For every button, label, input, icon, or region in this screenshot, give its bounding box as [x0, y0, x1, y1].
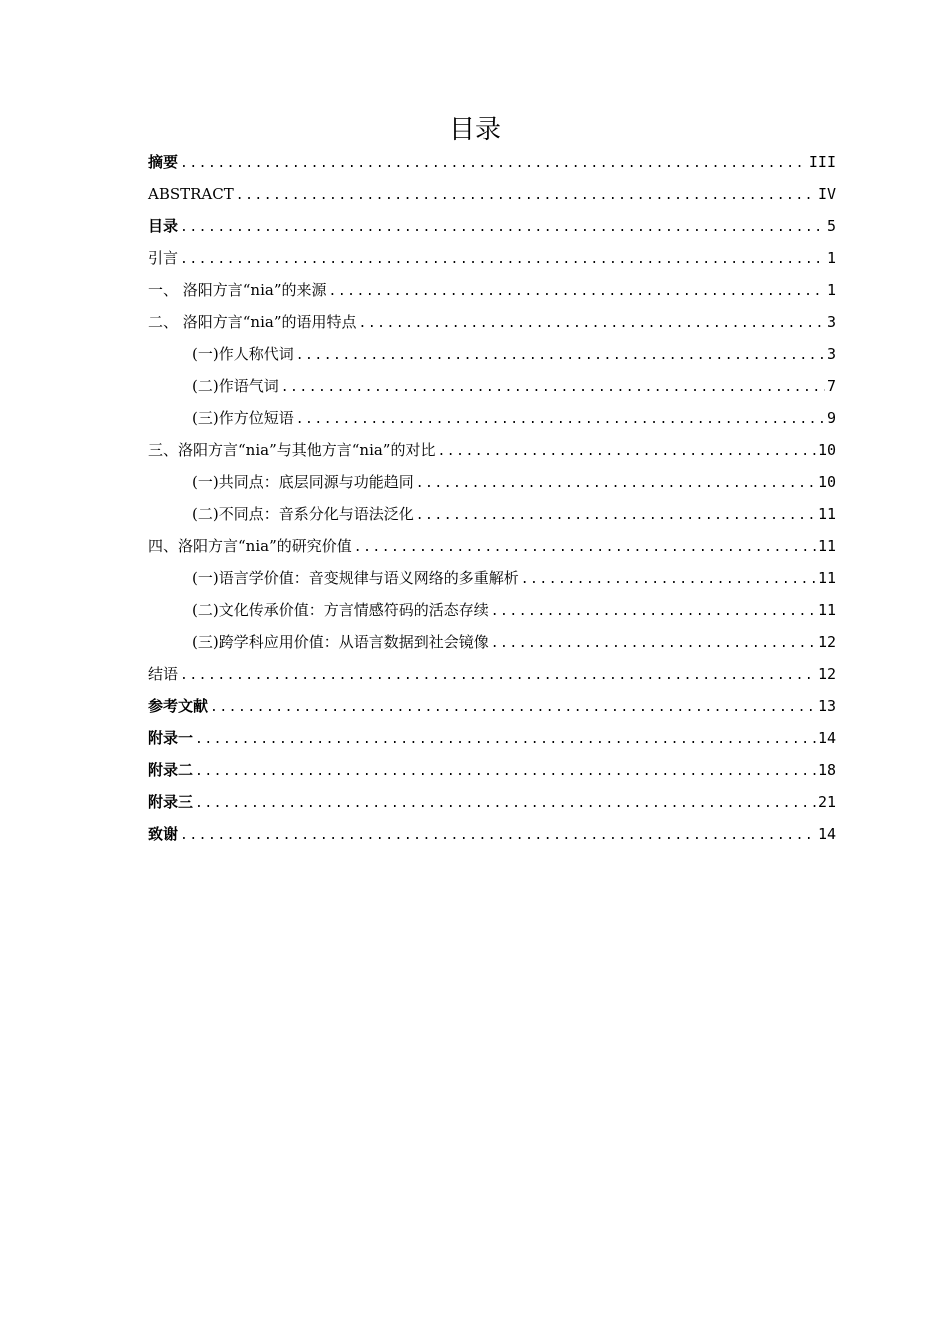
- toc-entry[interactable]: [148, 402, 836, 434]
- toc-leader-dots: [296, 404, 825, 436]
- toc-entry-page-number: 21: [817, 793, 836, 811]
- toc-entry-page-number: 10: [817, 441, 836, 459]
- toc-entry-label: (三)作方位短语: [192, 409, 294, 427]
- toc-entry-page-number: 11: [817, 505, 836, 523]
- toc-entry-label: 一、 洛阳方言“nia”的来源: [148, 281, 327, 299]
- toc-entry[interactable]: [148, 594, 836, 626]
- toc-entry-label: 附录三: [148, 793, 194, 811]
- toc-entry-page-number: 12: [817, 633, 836, 651]
- toc-leader-dots: [329, 276, 825, 308]
- toc-leader-dots: [236, 180, 816, 212]
- toc-entry-label: 致谢: [148, 825, 179, 843]
- toc-entry-page-number: 3: [826, 313, 836, 331]
- toc-leader-dots: [416, 468, 816, 500]
- toc-entry-page-number: 11: [817, 601, 836, 619]
- toc-entry-label: 二、 洛阳方言“nia”的语用特点: [148, 313, 357, 331]
- toc-entry-page-number: 18: [817, 761, 836, 779]
- toc-entry-page-number: 14: [817, 729, 836, 747]
- toc-entry[interactable]: [148, 722, 836, 754]
- toc-entry-page-number: III: [808, 153, 836, 171]
- toc-leader-dots: [195, 756, 816, 788]
- toc-leader-dots: [195, 724, 816, 756]
- toc-entry-page-number: 13: [817, 697, 836, 715]
- toc-leader-dots: [416, 500, 816, 532]
- toc-leader-dots: [296, 340, 825, 372]
- toc-entry-page-number: 14: [817, 825, 836, 843]
- toc-entry[interactable]: [148, 818, 836, 850]
- toc-entry[interactable]: [148, 530, 836, 562]
- toc-entry-label: (一)共同点：底层同源与功能趋同: [192, 473, 414, 491]
- toc-leader-dots: [195, 788, 816, 820]
- toc-entry[interactable]: [148, 242, 836, 274]
- toc-entry-label: 摘要: [148, 153, 179, 171]
- page-title: 目录: [448, 115, 501, 145]
- toc-entry-label: (二)不同点：音系分化与语法泛化: [192, 505, 414, 523]
- toc-entry-label: (二)文化传承价值：方言情感符码的活态存续: [192, 601, 489, 619]
- toc-leader-dots: [354, 532, 816, 564]
- toc-leader-dots: [180, 244, 825, 276]
- toc-leader-dots: [437, 436, 815, 468]
- toc-leader-dots: [180, 212, 825, 244]
- toc-entry[interactable]: [148, 306, 836, 338]
- toc-leader-dots: [281, 372, 825, 404]
- toc-leader-dots: [491, 628, 816, 660]
- toc-leader-dots: [521, 564, 816, 596]
- toc-entry[interactable]: [148, 210, 836, 242]
- toc-leader-dots: [491, 596, 816, 628]
- toc-entry[interactable]: [148, 754, 836, 786]
- toc-leader-dots: [180, 820, 816, 852]
- toc-entry-page-number: 10: [817, 473, 836, 491]
- toc-entry-page-number: 3: [826, 345, 836, 363]
- toc-entry-page-number: 11: [817, 537, 836, 555]
- toc-entry-page-number: 12: [817, 665, 836, 683]
- toc-entry-page-number: 9: [826, 409, 836, 427]
- toc-entry[interactable]: [148, 466, 836, 498]
- toc-entry[interactable]: [148, 146, 836, 178]
- toc-entry[interactable]: [148, 338, 836, 370]
- toc-leader-dots: [210, 692, 816, 724]
- toc-entry[interactable]: [148, 658, 836, 690]
- toc-entry[interactable]: [148, 370, 836, 402]
- toc-entry-page-number: 5: [826, 217, 836, 235]
- toc-entry-label: (三)跨学科应用价值：从语言数据到社会镜像: [192, 633, 489, 651]
- toc-entry-page-number: 11: [817, 569, 836, 587]
- toc-entry-label: (一)语言学价值：音变规律与语义网络的多重解析: [192, 569, 519, 587]
- toc-entry-label: 三、洛阳方言“nia”与其他方言“nia”的对比: [148, 441, 436, 459]
- toc-entry-page-number: IV: [817, 185, 836, 203]
- toc-entry[interactable]: [148, 178, 836, 210]
- toc-entry-page-number: 1: [826, 281, 836, 299]
- toc-entry[interactable]: [148, 562, 836, 594]
- toc-entry[interactable]: [148, 274, 836, 306]
- toc-entry-label: 目录: [148, 217, 179, 235]
- toc-entry-label: 参考文献: [148, 697, 209, 715]
- toc-entry-label: 引言: [148, 249, 179, 267]
- toc-leader-dots: [180, 660, 816, 692]
- toc-entry-label: 四、洛阳方言“nia”的研究价值: [148, 537, 352, 555]
- toc-entry[interactable]: [148, 626, 836, 658]
- toc-entry[interactable]: [148, 786, 836, 818]
- toc-entry[interactable]: [148, 434, 836, 466]
- toc-entry-label: 附录一: [148, 729, 194, 747]
- toc-entry-label: (一)作人称代词: [192, 345, 294, 363]
- toc-entry-page-number: 1: [826, 249, 836, 267]
- toc-entry-label: 结语: [148, 665, 179, 683]
- toc-entry[interactable]: [148, 498, 836, 530]
- toc-entry[interactable]: [148, 690, 836, 722]
- toc-entry-label: 附录二: [148, 761, 194, 779]
- toc-leader-dots: [359, 308, 825, 340]
- toc-leader-dots: [180, 148, 807, 180]
- toc-entry-label: (二)作语气词: [192, 377, 279, 395]
- toc-entry-page-number: 7: [826, 377, 836, 395]
- toc-entry-label: ABSTRACT: [148, 185, 234, 203]
- table-of-contents: [148, 146, 836, 850]
